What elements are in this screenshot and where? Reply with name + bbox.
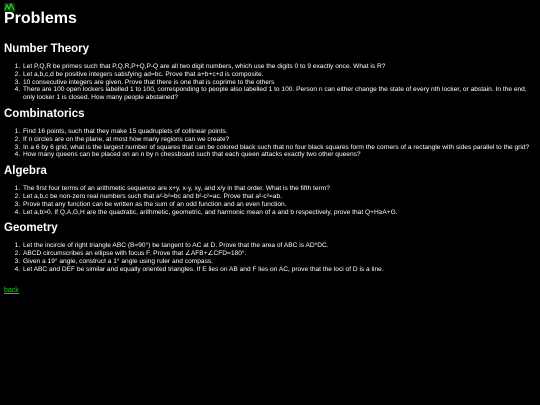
problem-item: 1. Find 16 points, such that they make 15 quadruplets of collinear points. xyxy=(22,128,536,136)
problem-item: 2. If n circles are on the plane, at most how many regions can we create? xyxy=(22,136,536,144)
problem-item: 2. Let a,b,c be non-zero real numbers such that a²-b²=bc and b²-c²=ac. Prove that a²-c²=ab. xyxy=(22,193,536,201)
problem-item: 3. In a 6 by 6 grid, what is the largest number of squares that can be colored black such that no four black squares form the corners of a rectangle with sides parallel to the grid? xyxy=(22,144,536,152)
problem-item: 4. Let ABC and DEF be similar and equally oriented triangles. If E lies on AB and F lies on AC, prove that the loci of D is a line. xyxy=(22,266,536,274)
problem-item: 3. Given a 19° angle, construct a 1° angle using ruler and compass. xyxy=(22,258,536,266)
problem-item: 4. There are 100 open lockers labelled 1 to 100, corresponding to people also labelled 1 to 100. Person n can either change the state of every nth locker, or abstain. In the end, only locker 1 is closed. How many people abstained? xyxy=(22,86,536,102)
problem-item: 4. How many queens can be placed on an n by n chessboard such that each queen attacks exactly two other queens? xyxy=(22,151,536,159)
problem-list-combinatorics xyxy=(4,128,536,159)
page-content xyxy=(4,3,536,297)
problem-item: 2. Let a,b,c,d be positive integers satisfying ad=bc. Prove that a+b+c+d is composite. xyxy=(22,71,536,79)
problem-item: 4. Let a,b>0. If Q,A,G,H are the quadratic, arithmetic, geometric, and harmonic mean of a and b respectively, prove that Q+H≥A+G. xyxy=(22,209,536,217)
section-heading-number-theory: Number Theory xyxy=(4,43,89,55)
back-link[interactable]: back xyxy=(4,286,19,294)
problem-item: 1. Let P,Q,R be primes such that P,Q,R,P+Q,P-Q are all two digit numbers, which use the digits 0 to 9 exactly once. What is R? xyxy=(22,63,536,71)
problem-item: 1. Let the incircle of right triangle ABC (B=90°) be tangent to AC at D. Prove that the area of ABC is AD*DC. xyxy=(22,242,536,250)
problem-item: 3. Prove that any function can be written as the sum of an odd function and an even function. xyxy=(22,201,536,209)
problem-list-algebra xyxy=(4,185,536,216)
page-title: Problems xyxy=(4,10,77,27)
section-heading-algebra: Algebra xyxy=(4,165,47,178)
problem-list-number-theory xyxy=(4,63,536,102)
problem-list-geometry xyxy=(4,242,536,273)
problem-item: 3. 10 consecutive integers are given. Prove that there is one that is coprime to the others xyxy=(22,79,536,87)
problem-item: 2. ABCD circumscribes an ellipse with focus F. Prove that ∠AFB+∠CFD=180°. xyxy=(22,250,536,258)
problem-item: 1. The first four terms of an arithmetic sequence are x+y, x-y, xy, and x/y in that order. What is the fifth term? xyxy=(22,185,536,193)
section-heading-combinatorics: Combinatorics xyxy=(4,107,85,120)
section-heading-geometry: Geometry xyxy=(4,222,58,235)
